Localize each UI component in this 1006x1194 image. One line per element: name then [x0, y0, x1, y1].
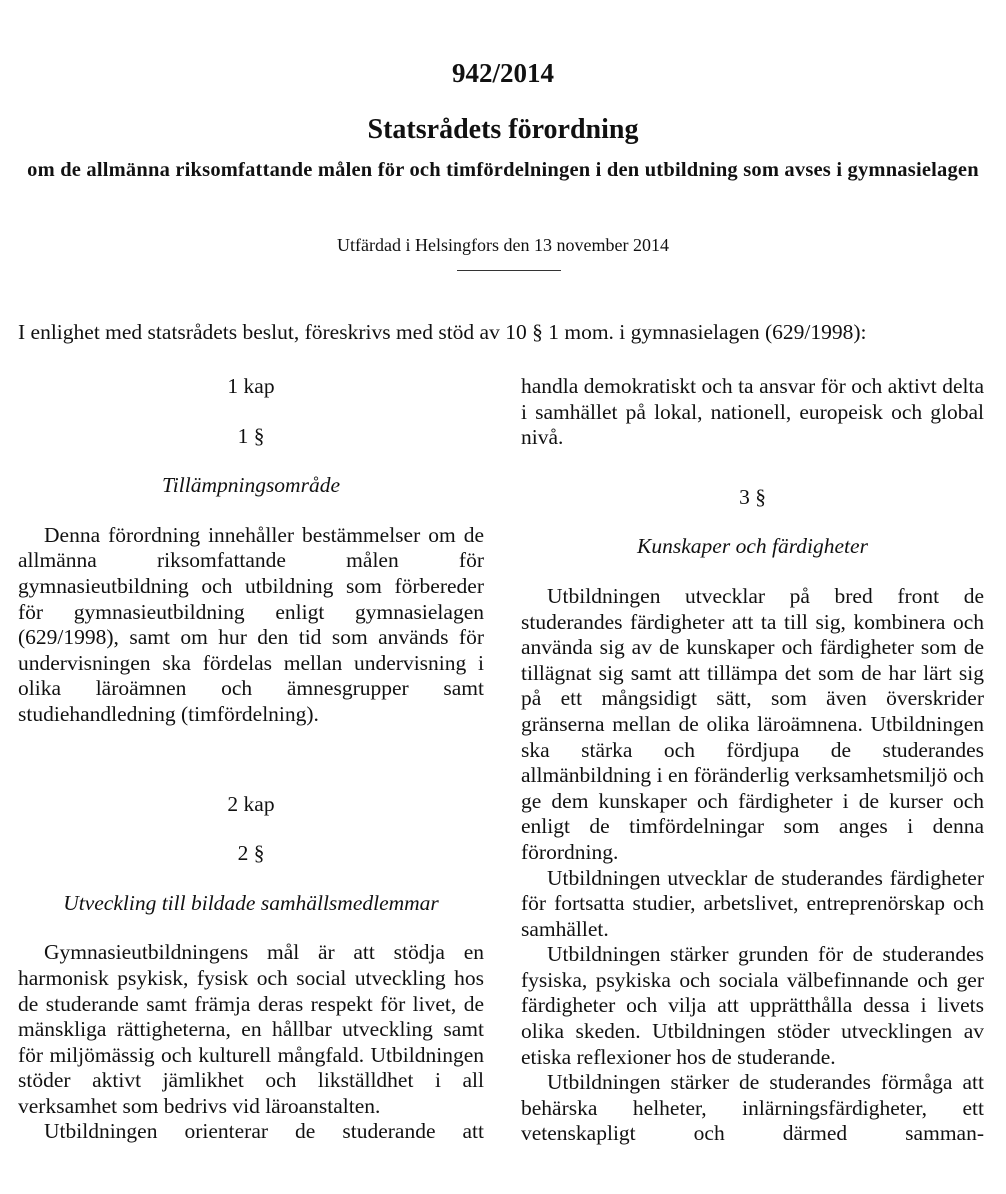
- issued-date-line: Utfärdad i Helsingfors den 13 november 2014: [337, 235, 669, 255]
- section-3-number: 3 §: [739, 484, 766, 509]
- section-2-paragraph-2: Utbildningen orienterar de studerande att: [44, 1119, 484, 1144]
- section-1-heading: Tillämpningsområde: [162, 473, 340, 498]
- section-3-heading: Kunskaper och färdigheter: [637, 534, 868, 559]
- section-2-number: 2 §: [237, 841, 265, 866]
- section-2-heading: Utveckling till bildade samhällsmedlemmar: [63, 890, 439, 915]
- section-2-continuation: handla demokratiskt och ta ansvar för och aktivt delta i samhället på lokal, nationell, europeisk och global nivå.: [521, 374, 984, 450]
- section-3-paragraph-1: Utbildningen utvecklar på bred front de studerandes färdigheter att ta till sig, kombinera och använda sig av de kunskaper och färdigheter som de tillägnat sig samt att tillämpa det som de har lärt sig på ett mångsidigt sätt, som även överskrider gränserna mellan de olika läroämnena. Utbildningen ska stärka och fördjupa de studerandes allmänbildning i en föränderlig verksamhetsmiljö och ge dem kunskaper och färdigheter i de kurser och enligt de timfördelningar som anges i denna förordning.: [521, 583, 984, 864]
- document-subtitle: om de allmänna riksomfattande målen för och timfördelningen i den utbildning som avses i gymnasielagen: [27, 159, 979, 181]
- section-3-paragraph-4: Utbildningen stärker de studerandes förmåga att behärska helheter, inlärningsfärdigheter, ett vetenskapligt och därmed samman-: [521, 1070, 984, 1146]
- right-column: [521, 374, 984, 1147]
- document-title: Statsrådets förordning: [367, 114, 639, 145]
- left-column: [18, 374, 484, 1145]
- section-3-paragraph-3: Utbildningen stärker grunden för de studerandes fysiska, psykiska och sociala välbefinnande och ger färdigheter och vilja att upprätthålla dessa i livets olika skeden. Utbildningen stöder utvecklingen av etiska reflexioner hos de studerande.: [521, 942, 984, 1069]
- chapter-2-heading: 2 kap: [227, 791, 275, 816]
- section-1-number: 1 §: [237, 423, 265, 448]
- preamble: I enlighet med statsrådets beslut, föreskrivs med stöd av 10 § 1 mom. i gymnasielagen (629/1998):: [18, 319, 867, 344]
- header-divider: [457, 270, 561, 271]
- section-1-text: Denna förordning innehåller bestämmelser om de allmänna riksomfattande målen för gymnasieutbildning och utbildning som förbereder för gymnasieutbildning enligt gymnasielagen (629/1998), samt om hur den tid som används för undervisningen ska fördelas mellan undervisning i olika läroämnen och ämnesgrupper samt studiehandledning (timfördelning).: [18, 522, 484, 726]
- statute-number: 942/2014: [451, 58, 554, 88]
- section-3-paragraph-2: Utbildningen utvecklar de studerandes färdigheter för fortsatta studier, arbetslivet, entreprenörskap och samhället.: [521, 865, 984, 941]
- chapter-1-heading: 1 kap: [227, 374, 275, 398]
- section-2-paragraph-1: Gymnasieutbildningens mål är att stödja en harmonisk psykisk, fysisk och social utveckling hos de studerande samt främja deras respekt för livet, de mänskliga rättigheterna, en hållbar utveckling samt för miljömässig och kulturell mångfald. Utbildningen stöder aktivt jämlikhet och likställdhet i all verksamhet som bedrivs vid läroanstalten.: [18, 940, 484, 1118]
